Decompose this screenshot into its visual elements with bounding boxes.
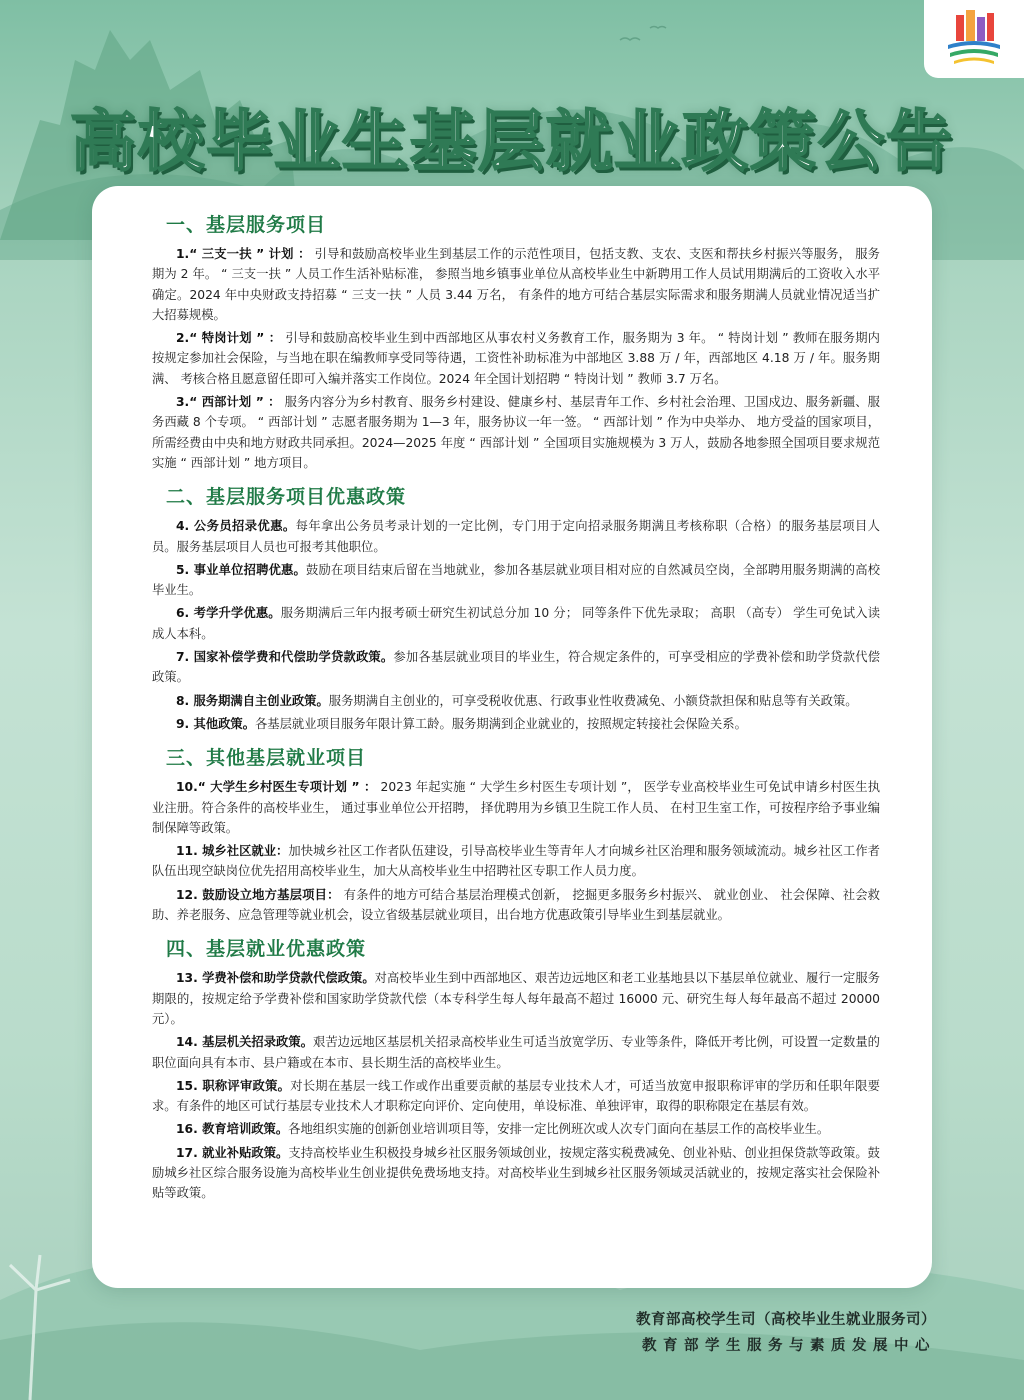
policy-item	[152, 714, 880, 734]
item-label: 7. 国家补偿学费和代偿助学贷款政策。	[176, 650, 394, 665]
item-text: 每年拿出公务员考录计划的一定比例，专门用于定向招录服务期满且考核称职（合格）的服务基层项目人员。服务基层项目人员也可报考其他职位。	[152, 519, 880, 554]
policy-item	[152, 1119, 880, 1139]
section-heading: 一、基层服务项目	[166, 214, 327, 236]
logo-container	[924, 0, 1024, 78]
item-text: 各基层就业项目服务年限计算工龄。服务期满到企业就业的，按照规定转接社会保险关系。	[255, 716, 747, 731]
policy-item	[152, 560, 880, 601]
page-title: 高校毕业生基层就业政策公告	[70, 103, 954, 180]
item-text: 服务内容分为乡村教育、服务乡村建设、健康乡村、基层青年工作、乡村社会治理、卫国戍边、服务新疆、服务西藏 8 个专项。 “ 西部计划 ” 志愿者服务期为 1—3 年，服务协议一年一签。 “ 西部计划 ” 作为中央举办、 地方受益的国家项目， 所需经费由中央和地方财政共同承担。2024—2025 年度 “ 西部计划 ” 全国项目实施规模为 3 万人，鼓励各地参照全国项目要求规范实施 “ 西部计划 ” 地方项目。	[152, 395, 880, 470]
item-text: 艰苦边远地区基层机关招录高校毕业生可适当放宽学历、专业等条件，降低开考比例，可设置一定数量的职位面向具有本市、县户籍或在本市、县长期生活的高校毕业生。	[152, 1035, 880, 1070]
item-label: 6. 考学升学优惠。	[176, 606, 281, 621]
item-label: 3.“ 西部计划 ” ：	[176, 395, 281, 410]
item-label: 16. 教育培训政策。	[176, 1122, 289, 1137]
item-text: 服务期满后三年内报考硕士研究生初试总分加 10 分； 同等条件下优先录取； 高职 （高专） 学生可免试入读成人本科。	[152, 606, 880, 641]
policy-item	[152, 968, 880, 1029]
item-text: 服务期满自主创业的，可享受税收优惠、行政事业性收费减免、小额贷款担保和贴息等有关政策。	[328, 693, 858, 708]
item-label: 9. 其他政策。	[176, 716, 255, 731]
item-label: 15. 职称评审政策。	[176, 1078, 291, 1093]
item-text: 鼓励在项目结束后留在当地就业，参加各基层就业项目相对应的自然减员空岗，全部聘用服务期满的高校毕业生。	[152, 562, 880, 598]
policy-item	[152, 885, 880, 926]
content-card	[92, 186, 932, 1288]
policy-item	[152, 1032, 880, 1073]
policy-item	[152, 516, 880, 557]
item-text: 引导和鼓励高校毕业生到基层工作的示范性项目，包括支教、支农、支医和帮扶乡村振兴等服务， 服务期为 2 年。 “ 三支一扶 ” 人员工作生活补贴标准， 参照当地乡镇事业单位从高校毕业生中新聘用工作人员试用期满后的工资收入水平确定。2024 年中央财政支持招募 “ 三支一扶 ” 人员 3.44 万名， 有条件的地方可结合基层实际需求和服务期满人员就业情况适当扩大招募规模。	[152, 247, 880, 322]
item-label: 5. 事业单位招聘优惠。	[176, 562, 307, 577]
policy-item	[152, 1143, 880, 1204]
issuer-line-2: 教育部学生服务与素质发展中心	[642, 1338, 936, 1354]
item-label: 13. 学费补偿和助学贷款代偿政策。	[176, 971, 375, 986]
item-text: 2023 年起实施 “ 大学生乡村医生专项计划 ”， 医学专业高校毕业生可免试申请乡村医生执业注册。符合条件的高校毕业生， 通过事业单位公开招聘， 择优聘用为乡镇卫生院工作人员、 在村卫生室工作，可按程序给予事业编制保障等政策。	[152, 780, 880, 835]
university-logo-icon	[942, 7, 1006, 71]
section-heading: 三、其他基层就业项目	[166, 747, 367, 770]
item-text: 有条件的地方可结合基层治理模式创新， 挖掘更多服务乡村振兴、 就业创业、 社会保障、社会救助、养老服务、应急管理等就业机会，设立省级基层就业项目，出台地方优惠政策引导毕业生到基层就业。	[152, 887, 880, 923]
item-label: 10.“ 大学生乡村医生专项计划 ” ：	[176, 780, 377, 795]
section-heading: 二、基层服务项目优惠政策	[166, 486, 407, 509]
item-label: 17. 就业补贴政策。	[176, 1145, 289, 1160]
item-text: 支持高校毕业生积极投身城乡社区服务领域创业，按规定落实税费减免、创业补贴、创业担保贷款等政策。鼓励城乡社区综合服务设施为高校毕业生创业提供免费场地支持。对高校毕业生到城乡社区服务领域灵活就业的，按规定落实社会保险补贴等政策。	[152, 1145, 880, 1201]
section-heading: 四、基层就业优惠政策	[166, 938, 367, 961]
item-label: 14. 基层机关招录政策。	[176, 1035, 314, 1050]
policy-item	[152, 392, 880, 473]
item-text: 各地组织实施的创新创业培训项目等，安排一定比例班次或人次专门面向在基层工作的高校毕业生。	[288, 1122, 830, 1137]
item-label: 1.“ 三支一扶 ” 计划 ：	[176, 247, 311, 261]
policy-item	[152, 691, 880, 711]
item-text: 加快城乡社区工作者队伍建设，引导高校毕业生等青年人才向城乡社区治理和服务领域流动。城乡社区工作者队伍出现空缺岗位优先招用高校毕业生，加大从高校毕业生中招聘社区专职工作人员力度。	[152, 844, 880, 879]
policy-item	[152, 328, 880, 389]
policy-item	[152, 1076, 880, 1117]
item-label: 4. 公务员招录优惠。	[176, 519, 296, 534]
policy-item	[152, 777, 880, 838]
item-text: 参加各基层就业项目的毕业生，符合规定条件的，可享受相应的学费补偿和助学贷款代偿政策。	[152, 650, 880, 685]
item-text: 对长期在基层一线工作或作出重要贡献的基层专业技术人才，可适当放宽申报职称评审的学历和任职年限要求。有条件的地区可试行基层专业技术人才职称定向评价、定向使用，单设标准、单独评审，取得的职称限定在基层有效。	[152, 1078, 880, 1114]
policy-item	[152, 603, 880, 644]
issuer-line-1: 教育部高校学生司（高校毕业生就业服务司）	[636, 1312, 936, 1328]
item-label: 2.“ 特岗计划 ” ：	[176, 331, 282, 346]
policy-item	[152, 841, 880, 882]
item-label: 12. 鼓励设立地方基层项目：	[176, 887, 340, 902]
item-text: 对高校毕业生到中西部地区、艰苦边远地区和老工业基地县以下基层单位就业、履行一定服务期限的，按规定给予学费补偿和国家助学贷款代偿（本专科学生每人每年最高不超过 16000 元、研究生每人每年最高不超过 20000 元）。	[152, 971, 880, 1026]
policy-item	[152, 647, 880, 688]
policy-item	[152, 244, 880, 325]
item-label: 11. 城乡社区就业：	[176, 844, 289, 859]
item-text: 引导和鼓励高校毕业生到中西部地区从事农村义务教育工作，服务期为 3 年。 “ 特岗计划 ” 教师在服务期内按规定参加社会保险，与当地在职在编教师享受同等待遇，工资性补助标准为中部地区 3.88 万 / 年，西部地区 4.18 万 / 年。服务期满、 考核合格且愿意留任即可入编并落实工作岗位。2024 年全国计划招聘 “ 特岗计划 ” 教师 3.7 万名。	[152, 331, 880, 386]
item-label: 8. 服务期满自主创业政策。	[176, 693, 329, 708]
